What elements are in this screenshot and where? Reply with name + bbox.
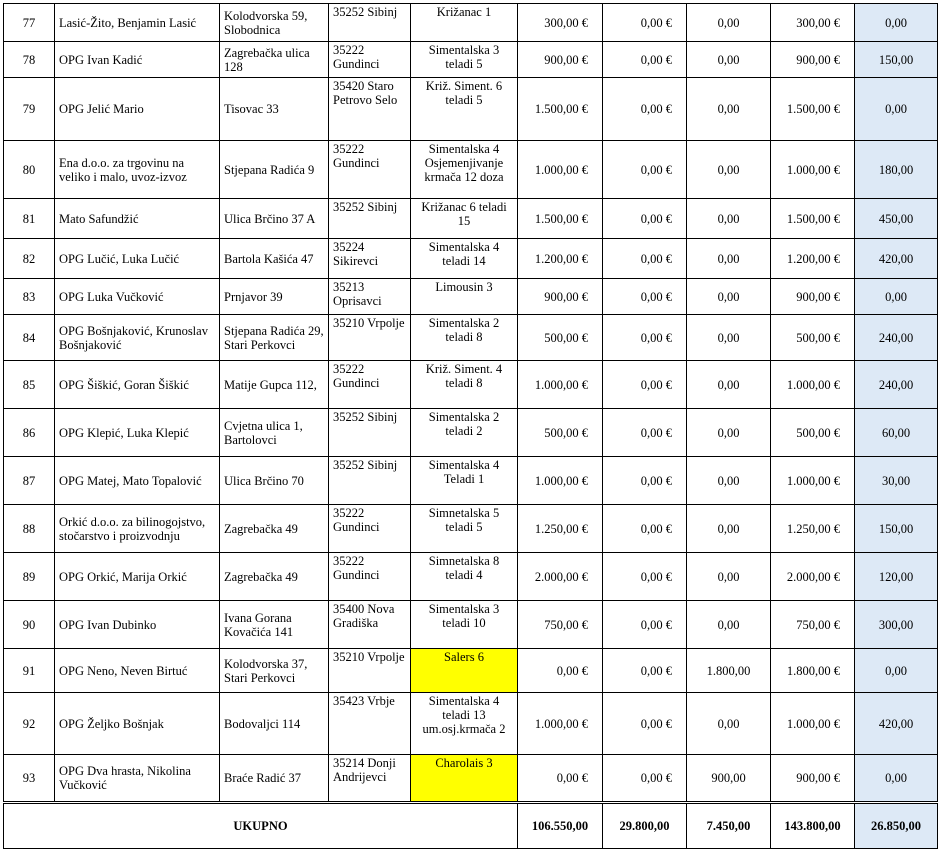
amount-4: 1.250,00 € bbox=[771, 505, 855, 553]
row-number: 88 bbox=[4, 505, 55, 553]
amount-3: 0,00 bbox=[687, 141, 771, 199]
row-number: 87 bbox=[4, 457, 55, 505]
table-row bbox=[4, 649, 938, 693]
amount-3: 900,00 bbox=[687, 755, 771, 803]
amount-4: 1.000,00 € bbox=[771, 693, 855, 755]
amount-3: 0,00 bbox=[687, 315, 771, 361]
row-number: 85 bbox=[4, 361, 55, 409]
amount-1: 2.000,00 € bbox=[518, 553, 603, 601]
amount-2: 0,00 € bbox=[603, 4, 687, 42]
amount-4: 1.800,00 € bbox=[771, 649, 855, 693]
amount-2: 0,00 € bbox=[603, 409, 687, 457]
amount-2: 0,00 € bbox=[603, 553, 687, 601]
postal-place: 35252 Sibinj bbox=[329, 409, 411, 457]
table-row bbox=[4, 4, 938, 42]
livestock-description: Križanac 1 bbox=[411, 4, 518, 42]
amount-2: 0,00 € bbox=[603, 141, 687, 199]
amount-5: 0,00 bbox=[855, 755, 938, 803]
amount-3: 0,00 bbox=[687, 239, 771, 279]
postal-place: 35222 Gundinci bbox=[329, 361, 411, 409]
amount-2: 0,00 € bbox=[603, 601, 687, 649]
applicant-name: OPG Lučić, Luka Lučić bbox=[55, 239, 220, 279]
amount-3: 0,00 bbox=[687, 553, 771, 601]
applicant-address: Zagrebačka 49 bbox=[220, 553, 329, 601]
amount-3: 0,00 bbox=[687, 4, 771, 42]
amount-2: 0,00 € bbox=[603, 239, 687, 279]
amount-3: 1.800,00 bbox=[687, 649, 771, 693]
amount-1: 1.000,00 € bbox=[518, 693, 603, 755]
row-number: 93 bbox=[4, 755, 55, 803]
amount-1: 500,00 € bbox=[518, 315, 603, 361]
amount-1: 0,00 € bbox=[518, 755, 603, 803]
total-amount-1: 106.550,00 bbox=[518, 803, 603, 849]
amount-1: 900,00 € bbox=[518, 42, 603, 78]
livestock-description: Simentalska 3 teladi 10 bbox=[411, 601, 518, 649]
table-row bbox=[4, 601, 938, 649]
applicant-name: OPG Matej, Mato Topalović bbox=[55, 457, 220, 505]
postal-place: 35222 Gundinci bbox=[329, 141, 411, 199]
postal-place: 35252 Sibinj bbox=[329, 457, 411, 505]
applicant-name: Ena d.o.o. za trgovinu na veliko i malo, uvoz-izvoz bbox=[55, 141, 220, 199]
amount-3: 0,00 bbox=[687, 361, 771, 409]
table-row bbox=[4, 141, 938, 199]
table-body bbox=[4, 4, 938, 803]
amount-2: 0,00 € bbox=[603, 315, 687, 361]
livestock-description: Simnetalska 5 teladi 5 bbox=[411, 505, 518, 553]
postal-place: 35210 Vrpolje bbox=[329, 649, 411, 693]
applicant-address: Zagrebačka ulica 128 bbox=[220, 42, 329, 78]
amount-2: 0,00 € bbox=[603, 457, 687, 505]
postal-place: 35252 Sibinj bbox=[329, 199, 411, 239]
amount-5: 180,00 bbox=[855, 141, 938, 199]
amount-4: 300,00 € bbox=[771, 4, 855, 42]
amount-3: 0,00 bbox=[687, 42, 771, 78]
amount-2: 0,00 € bbox=[603, 361, 687, 409]
amount-5: 150,00 bbox=[855, 505, 938, 553]
row-number: 89 bbox=[4, 553, 55, 601]
table-row bbox=[4, 42, 938, 78]
amount-1: 1.000,00 € bbox=[518, 141, 603, 199]
livestock-description: Simentalska 4 Teladi 1 bbox=[411, 457, 518, 505]
applicant-name: OPG Orkić, Marija Orkić bbox=[55, 553, 220, 601]
row-number: 79 bbox=[4, 78, 55, 141]
amount-4: 750,00 € bbox=[771, 601, 855, 649]
applicant-address: Kolodvorska 37, Stari Perkovci bbox=[220, 649, 329, 693]
amount-1: 0,00 € bbox=[518, 649, 603, 693]
postal-place: 35222 Gundinci bbox=[329, 505, 411, 553]
applicant-address: Bartola Kašića 47 bbox=[220, 239, 329, 279]
table-row bbox=[4, 457, 938, 505]
amount-4: 500,00 € bbox=[771, 409, 855, 457]
amount-4: 1.500,00 € bbox=[771, 78, 855, 141]
applicant-name: OPG Ivan Kadić bbox=[55, 42, 220, 78]
livestock-description: Limousin 3 bbox=[411, 279, 518, 315]
amount-4: 900,00 € bbox=[771, 755, 855, 803]
table-row bbox=[4, 361, 938, 409]
livestock-description: Simentalska 4 teladi 14 bbox=[411, 239, 518, 279]
amount-1: 1.500,00 € bbox=[518, 199, 603, 239]
postal-place: 35400 Nova Gradiška bbox=[329, 601, 411, 649]
amount-1: 1.250,00 € bbox=[518, 505, 603, 553]
livestock-description: Simentalska 4 Osjemenjivanje krmača 12 doza bbox=[411, 141, 518, 199]
total-amount-3: 7.450,00 bbox=[687, 803, 771, 849]
amount-3: 0,00 bbox=[687, 457, 771, 505]
postal-place: 35420 Staro Petrovo Selo bbox=[329, 78, 411, 141]
postal-place: 35222 Gundinci bbox=[329, 42, 411, 78]
amount-2: 0,00 € bbox=[603, 42, 687, 78]
amount-1: 750,00 € bbox=[518, 601, 603, 649]
table-row bbox=[4, 553, 938, 601]
row-number: 83 bbox=[4, 279, 55, 315]
amount-5: 420,00 bbox=[855, 239, 938, 279]
amount-1: 900,00 € bbox=[518, 279, 603, 315]
amount-1: 1.200,00 € bbox=[518, 239, 603, 279]
amount-3: 0,00 bbox=[687, 693, 771, 755]
applicant-address: Prnjavor 39 bbox=[220, 279, 329, 315]
applicant-address: Tisovac 33 bbox=[220, 78, 329, 141]
table-row bbox=[4, 693, 938, 755]
table-row bbox=[4, 279, 938, 315]
amount-1: 500,00 € bbox=[518, 409, 603, 457]
amount-5: 0,00 bbox=[855, 649, 938, 693]
amount-2: 0,00 € bbox=[603, 199, 687, 239]
amount-4: 1.000,00 € bbox=[771, 457, 855, 505]
row-number: 84 bbox=[4, 315, 55, 361]
amount-5: 420,00 bbox=[855, 693, 938, 755]
row-number: 78 bbox=[4, 42, 55, 78]
livestock-description: Simentalska 3 teladi 5 bbox=[411, 42, 518, 78]
applicant-name: Orkić d.o.o. za bilinogojstvo, stočarstvo i proizvodnju bbox=[55, 505, 220, 553]
amount-3: 0,00 bbox=[687, 505, 771, 553]
amount-3: 0,00 bbox=[687, 409, 771, 457]
livestock-description: Simentalska 2 teladi 8 bbox=[411, 315, 518, 361]
amount-5: 0,00 bbox=[855, 4, 938, 42]
livestock-description: Simentalska 2 teladi 2 bbox=[411, 409, 518, 457]
applicant-address: Bodovaljci 114 bbox=[220, 693, 329, 755]
postal-place: 35214 Donji Andrijevci bbox=[329, 755, 411, 803]
total-amount-5: 26.850,00 bbox=[855, 803, 938, 849]
applicant-address: Braće Radić 37 bbox=[220, 755, 329, 803]
livestock-description: Salers 6 bbox=[411, 649, 518, 693]
livestock-description: Charolais 3 bbox=[411, 755, 518, 803]
amount-4: 900,00 € bbox=[771, 279, 855, 315]
livestock-description: Simnetalska 8 teladi 4 bbox=[411, 553, 518, 601]
amount-2: 0,00 € bbox=[603, 505, 687, 553]
applicant-address: Stjepana Radića 29, Stari Perkovci bbox=[220, 315, 329, 361]
table-row bbox=[4, 239, 938, 279]
applicant-name: Lasić-Žito, Benjamin Lasić bbox=[55, 4, 220, 42]
livestock-description: Križ. Siment. 6 teladi 5 bbox=[411, 78, 518, 141]
amount-4: 900,00 € bbox=[771, 42, 855, 78]
applicant-address: Matije Gupca 112, bbox=[220, 361, 329, 409]
postal-place: 35252 Sibinj bbox=[329, 4, 411, 42]
row-number: 82 bbox=[4, 239, 55, 279]
table-row bbox=[4, 505, 938, 553]
row-number: 77 bbox=[4, 4, 55, 42]
amount-1: 1.000,00 € bbox=[518, 457, 603, 505]
total-label: UKUPNO bbox=[4, 803, 518, 849]
amount-1: 1.500,00 € bbox=[518, 78, 603, 141]
applicant-address: Ulica Brčino 70 bbox=[220, 457, 329, 505]
row-number: 81 bbox=[4, 199, 55, 239]
applicant-address: Stjepana Radića 9 bbox=[220, 141, 329, 199]
amount-5: 240,00 bbox=[855, 361, 938, 409]
applicant-name: OPG Dva hrasta, Nikolina Vučković bbox=[55, 755, 220, 803]
applicant-name: OPG Željko Bošnjak bbox=[55, 693, 220, 755]
amount-3: 0,00 bbox=[687, 601, 771, 649]
amount-2: 0,00 € bbox=[603, 279, 687, 315]
amount-1: 300,00 € bbox=[518, 4, 603, 42]
amount-5: 60,00 bbox=[855, 409, 938, 457]
amount-3: 0,00 bbox=[687, 199, 771, 239]
table-row bbox=[4, 755, 938, 803]
applicant-address: Kolodvorska 59, Slobodnica bbox=[220, 4, 329, 42]
row-number: 92 bbox=[4, 693, 55, 755]
amount-5: 150,00 bbox=[855, 42, 938, 78]
applicant-name: OPG Ivan Dubinko bbox=[55, 601, 220, 649]
table-row bbox=[4, 78, 938, 141]
total-row bbox=[4, 803, 938, 849]
amount-5: 450,00 bbox=[855, 199, 938, 239]
amount-3: 0,00 bbox=[687, 78, 771, 141]
row-number: 80 bbox=[4, 141, 55, 199]
amount-5: 240,00 bbox=[855, 315, 938, 361]
applicant-address: Zagrebačka 49 bbox=[220, 505, 329, 553]
livestock-description: Simentalska 4 teladi 13 um.osj.krmača 2 bbox=[411, 693, 518, 755]
postal-place: 35423 Vrbje bbox=[329, 693, 411, 755]
postal-place: 35213 Oprisavci bbox=[329, 279, 411, 315]
amount-4: 1.200,00 € bbox=[771, 239, 855, 279]
amount-2: 0,00 € bbox=[603, 78, 687, 141]
amount-1: 1.000,00 € bbox=[518, 361, 603, 409]
amount-5: 300,00 bbox=[855, 601, 938, 649]
amount-5: 0,00 bbox=[855, 279, 938, 315]
table-row bbox=[4, 409, 938, 457]
livestock-description: Križ. Siment. 4 teladi 8 bbox=[411, 361, 518, 409]
amount-2: 0,00 € bbox=[603, 755, 687, 803]
livestock-description: Križanac 6 teladi 15 bbox=[411, 199, 518, 239]
amount-5: 120,00 bbox=[855, 553, 938, 601]
applicant-address: Ivana Gorana Kovačića 141 bbox=[220, 601, 329, 649]
amount-4: 1.000,00 € bbox=[771, 141, 855, 199]
applicant-name: OPG Luka Vučković bbox=[55, 279, 220, 315]
amount-2: 0,00 € bbox=[603, 693, 687, 755]
total-amount-2: 29.800,00 bbox=[603, 803, 687, 849]
applicant-name: Mato Safundžić bbox=[55, 199, 220, 239]
applicant-name: OPG Jelić Mario bbox=[55, 78, 220, 141]
applicant-name: OPG Šiškić, Goran Šiškić bbox=[55, 361, 220, 409]
table-row bbox=[4, 315, 938, 361]
amount-4: 1.500,00 € bbox=[771, 199, 855, 239]
amount-4: 1.000,00 € bbox=[771, 361, 855, 409]
amount-5: 30,00 bbox=[855, 457, 938, 505]
applicant-address: Cvjetna ulica 1, Bartolovci bbox=[220, 409, 329, 457]
applicant-name: OPG Neno, Neven Birtuć bbox=[55, 649, 220, 693]
postal-place: 35224 Sikirevci bbox=[329, 239, 411, 279]
row-number: 91 bbox=[4, 649, 55, 693]
row-number: 86 bbox=[4, 409, 55, 457]
amount-3: 0,00 bbox=[687, 279, 771, 315]
applicant-address: Ulica Brčino 37 A bbox=[220, 199, 329, 239]
amount-4: 500,00 € bbox=[771, 315, 855, 361]
total-amount-4: 143.800,00 bbox=[771, 803, 855, 849]
grant-table bbox=[3, 3, 938, 849]
postal-place: 35210 Vrpolje bbox=[329, 315, 411, 361]
amount-2: 0,00 € bbox=[603, 649, 687, 693]
applicant-name: OPG Bošnjaković, Krunoslav Bošnjaković bbox=[55, 315, 220, 361]
row-number: 90 bbox=[4, 601, 55, 649]
applicant-name: OPG Klepić, Luka Klepić bbox=[55, 409, 220, 457]
amount-5: 0,00 bbox=[855, 78, 938, 141]
amount-4: 2.000,00 € bbox=[771, 553, 855, 601]
postal-place: 35222 Gundinci bbox=[329, 553, 411, 601]
table-row bbox=[4, 199, 938, 239]
